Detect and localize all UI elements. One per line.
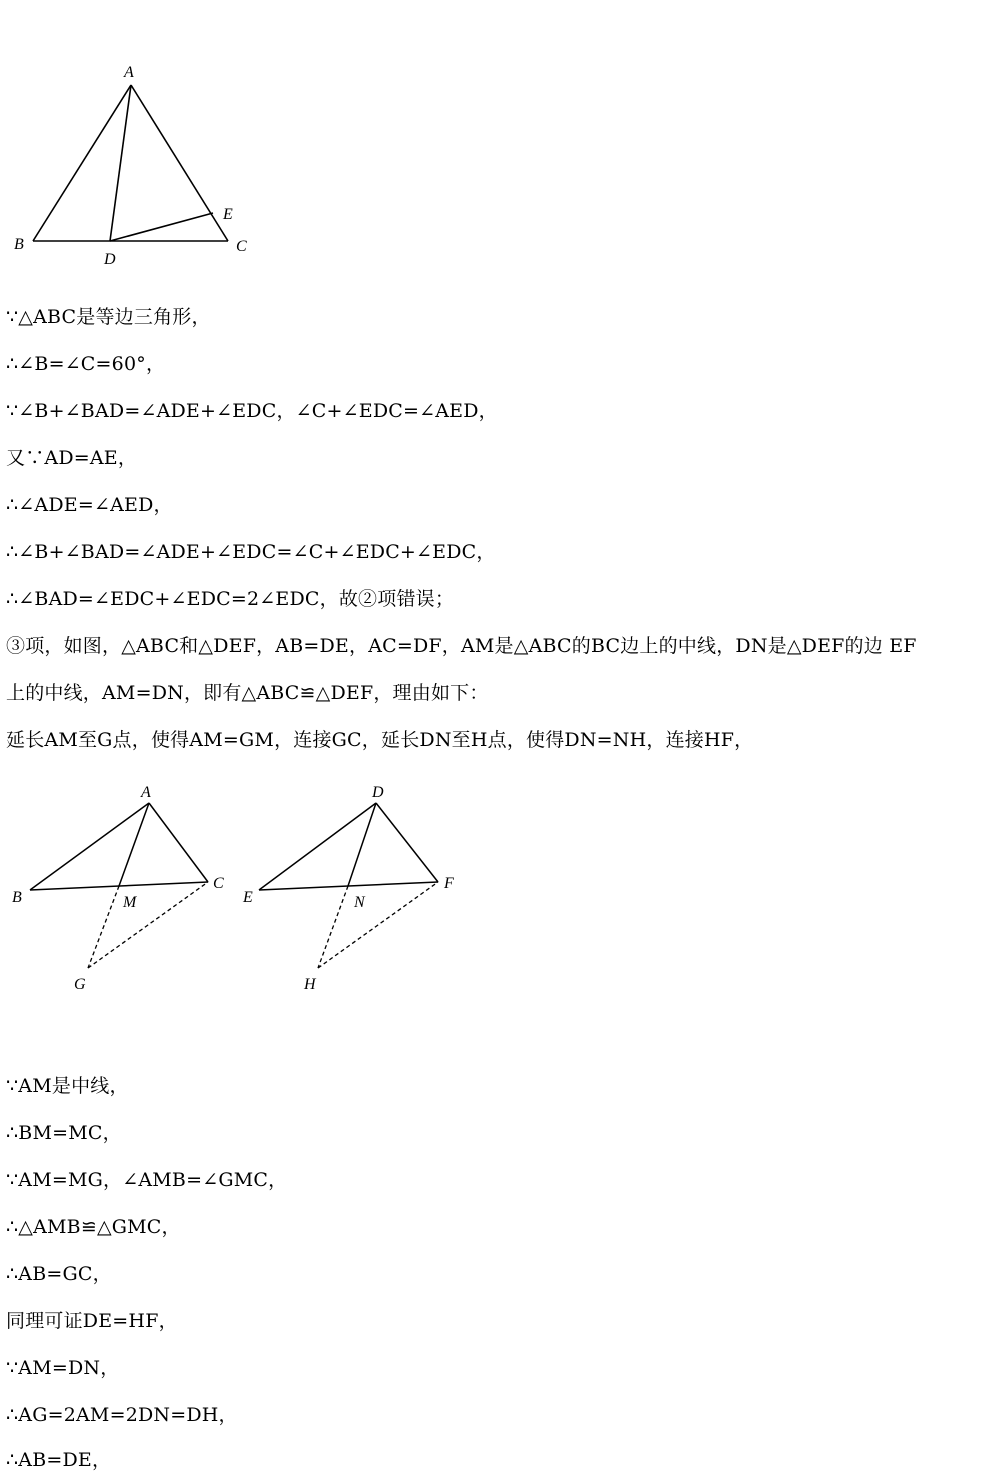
label-D: D [104,251,116,268]
proof-line: ∵△ABC是等边三角形， [6,306,211,328]
proof-line: ∴BM=MC， [6,1122,122,1144]
proof-line: ∴AG=2AM=2DN=DH， [6,1404,238,1426]
proof-line: 同理可证DE=HF， [6,1310,178,1332]
segment-MG [88,886,119,968]
segment-DE [110,213,213,241]
segment-DF2 [376,803,438,882]
proof-line: ∵AM=DN， [6,1357,120,1379]
proof-line: ∴∠B+∠BAD=∠ADE+∠EDC=∠C+∠EDC+∠EDC， [6,541,496,563]
proof-line: ∴AB=DE， [6,1449,112,1471]
proof-line: ∵AM是中线， [6,1075,129,1097]
label-C2: C [213,875,224,892]
label-M: M [123,894,137,911]
triangle-figure-1 [0,55,280,275]
label-E: E [223,206,233,223]
segment-AB2 [30,803,149,890]
proof-line: ∴∠B=∠C=60°， [6,353,166,375]
proof-line: ∵∠B+∠BAD=∠ADE+∠EDC，∠C+∠EDC=∠AED， [6,400,498,422]
segment-AD [110,85,131,241]
segment-AB [33,85,131,241]
segment-HF [318,882,438,968]
label-G: G [74,976,86,993]
label-B2: B [12,889,22,906]
proof-line: ③项，如图，△ABC和△DEF，AB=DE，AC=DF，AM是△ABC的BC边上的中线，DN是△DEF的边 EF [6,635,917,657]
segment-DE2 [259,803,376,890]
proof-line: ∵AM=MG，∠AMB=∠GMC， [6,1169,288,1191]
label-B: B [14,236,24,253]
proof-line: ∴∠BAD=∠EDC+∠EDC=2∠EDC，故②项错误； [6,588,455,610]
segment-DN [348,803,376,886]
proof-line: 延长AM至G点，使得AM=GM，连接GC，延长DN至H点，使得DN=NH，连接HF， [6,729,754,751]
label-N: N [354,894,365,911]
congruent-triangles-figure [0,775,480,1005]
label-A: A [124,64,134,81]
proof-line: ∴△AMB≌△GMC， [6,1216,181,1238]
segment-AC [131,85,228,241]
label-E2: E [243,889,253,906]
label-D2: D [372,784,384,801]
proof-line: ∴∠ADE=∠AED， [6,494,173,516]
label-C: C [236,238,247,255]
segment-GC [88,882,208,968]
segment-AC2 [149,803,208,882]
segment-AM [119,803,149,886]
proof-line: 上的中线，AM=DN，即有△ABC≌△DEF，理由如下： [6,682,489,704]
proof-line: 又∵AD=AE， [6,447,138,469]
label-F2: F [444,875,454,892]
proof-line: ∴AB=GC， [6,1263,112,1285]
label-A2: A [141,784,151,801]
segment-NH [318,886,348,968]
label-H: H [304,976,316,993]
